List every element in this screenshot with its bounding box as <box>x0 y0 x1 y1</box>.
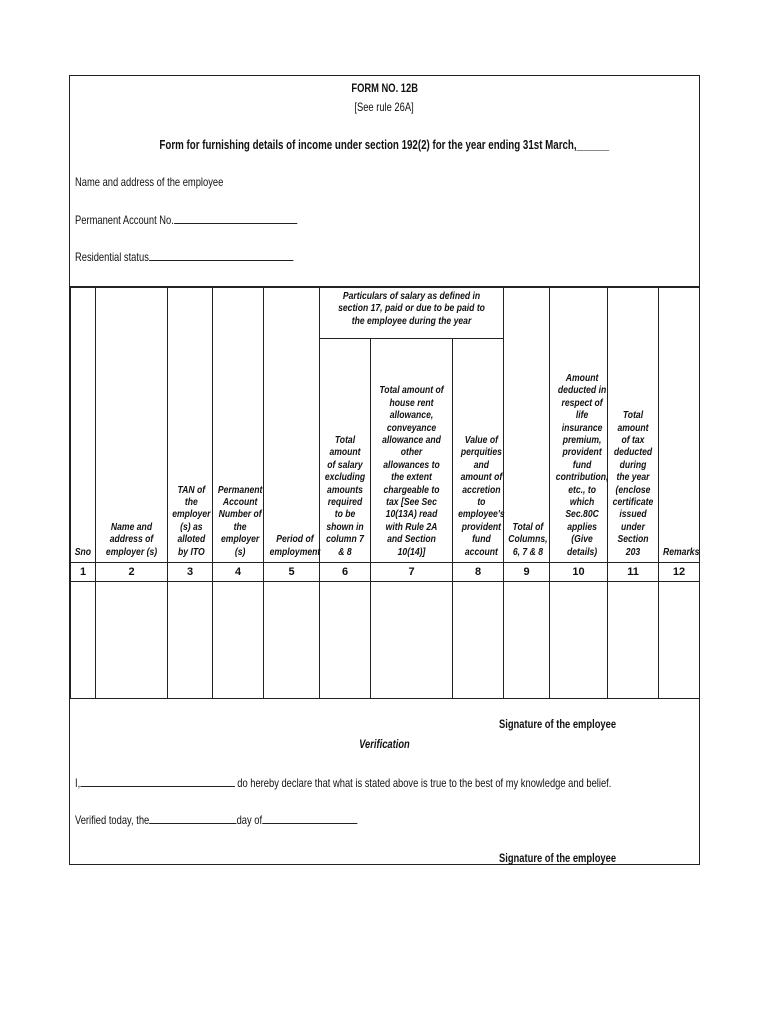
entry-cell-period[interactable] <box>264 582 320 699</box>
col-number: 10 <box>550 563 608 582</box>
entry-cell-allowances[interactable] <box>371 582 453 699</box>
entry-cell-employer-pan[interactable] <box>213 582 264 699</box>
entry-cell-sno[interactable] <box>71 582 96 699</box>
col-header-remarks: Remarks <box>659 288 700 563</box>
col-number: 9 <box>504 563 550 582</box>
col-header-tax-deducted: Total amount of tax deducted during the year (enclose certificate issued under Section 203 <box>608 288 659 563</box>
employee-name-address-field[interactable]: Name and address of the employee <box>75 175 224 189</box>
entry-cell-employer-name[interactable] <box>96 582 168 699</box>
col-number: 4 <box>213 563 264 582</box>
form-12b <box>69 75 700 865</box>
entry-cell-total[interactable] <box>504 582 550 699</box>
col-header-allowances: Total amount of house rent allowance, conveyance allowance and other allowances to the extent chargeable to tax [See Sec 10(13A) read with Rule 2A and Section 10(14)] <box>371 339 453 563</box>
verified-date-line[interactable]: Verified today, the day of <box>75 812 437 827</box>
col-group-salary-particulars: Particulars of salary as defined in section 17, paid or due to be paid to the employee during the year <box>320 288 504 339</box>
col-number: 8 <box>453 563 504 582</box>
entry-cell-deduction[interactable] <box>550 582 608 699</box>
pan-field[interactable]: Permanent Account No. <box>75 212 360 227</box>
col-number: 5 <box>264 563 320 582</box>
entry-cell-perquisites[interactable] <box>453 582 504 699</box>
verification-title: Verification <box>359 737 410 751</box>
col-header-tan: TAN of the employer (s) as alloted by ITO <box>168 288 213 563</box>
col-number: 12 <box>659 563 700 582</box>
col-number: 7 <box>371 563 453 582</box>
form-purpose: Form for furnishing details of income under section 192(2) for the year ending 31st March,______ <box>159 138 610 152</box>
col-number: 11 <box>608 563 659 582</box>
entry-cell-salary[interactable] <box>320 582 371 699</box>
verification-section <box>70 697 699 864</box>
col-header-perquisites: Value of perquities and amount of accretion to employee's provident fund account <box>453 339 504 563</box>
form-header <box>70 76 699 287</box>
declaration-line[interactable]: I, do hereby declare that what is stated above is true to the best of my knowledge and belief. <box>75 776 612 790</box>
col-header-employer-pan: Permanent Account Number of the employer (s) <box>213 288 264 563</box>
col-header-total: Total of Columns, 6, 7 & 8 <box>504 288 550 563</box>
column-number-row <box>71 563 700 582</box>
employee-signature-label-bottom: Signature of the employee <box>498 851 616 865</box>
entry-cell-tax[interactable] <box>608 582 659 699</box>
col-header-deduction-80c: Amount deducted in respect of life insurance premium, provident fund contribution, etc., to which Sec.80C applies (Give details) <box>550 288 608 563</box>
entry-cell-tan[interactable] <box>168 582 213 699</box>
form-title: FORM NO. 12B <box>351 81 418 95</box>
col-number: 6 <box>320 563 371 582</box>
residential-status-field[interactable]: Residential status <box>75 249 355 264</box>
form-rule-reference: [See rule 26A] <box>354 100 415 114</box>
col-header-employer-name: Name and address of employer (s) <box>96 288 168 563</box>
col-header-salary: Total amount of salary excluding amounts required to be shown in column 7 & 8 <box>320 339 371 563</box>
col-number: 1 <box>71 563 96 582</box>
col-number: 2 <box>96 563 168 582</box>
col-header-period: Period of employment <box>264 288 320 563</box>
entry-cell-remarks[interactable] <box>659 582 700 699</box>
col-number: 3 <box>168 563 213 582</box>
employee-signature-label: Signature of the employee <box>498 717 616 731</box>
col-header-sno: Sno <box>71 288 96 563</box>
entry-row <box>71 582 700 699</box>
salary-details-table <box>70 287 700 699</box>
